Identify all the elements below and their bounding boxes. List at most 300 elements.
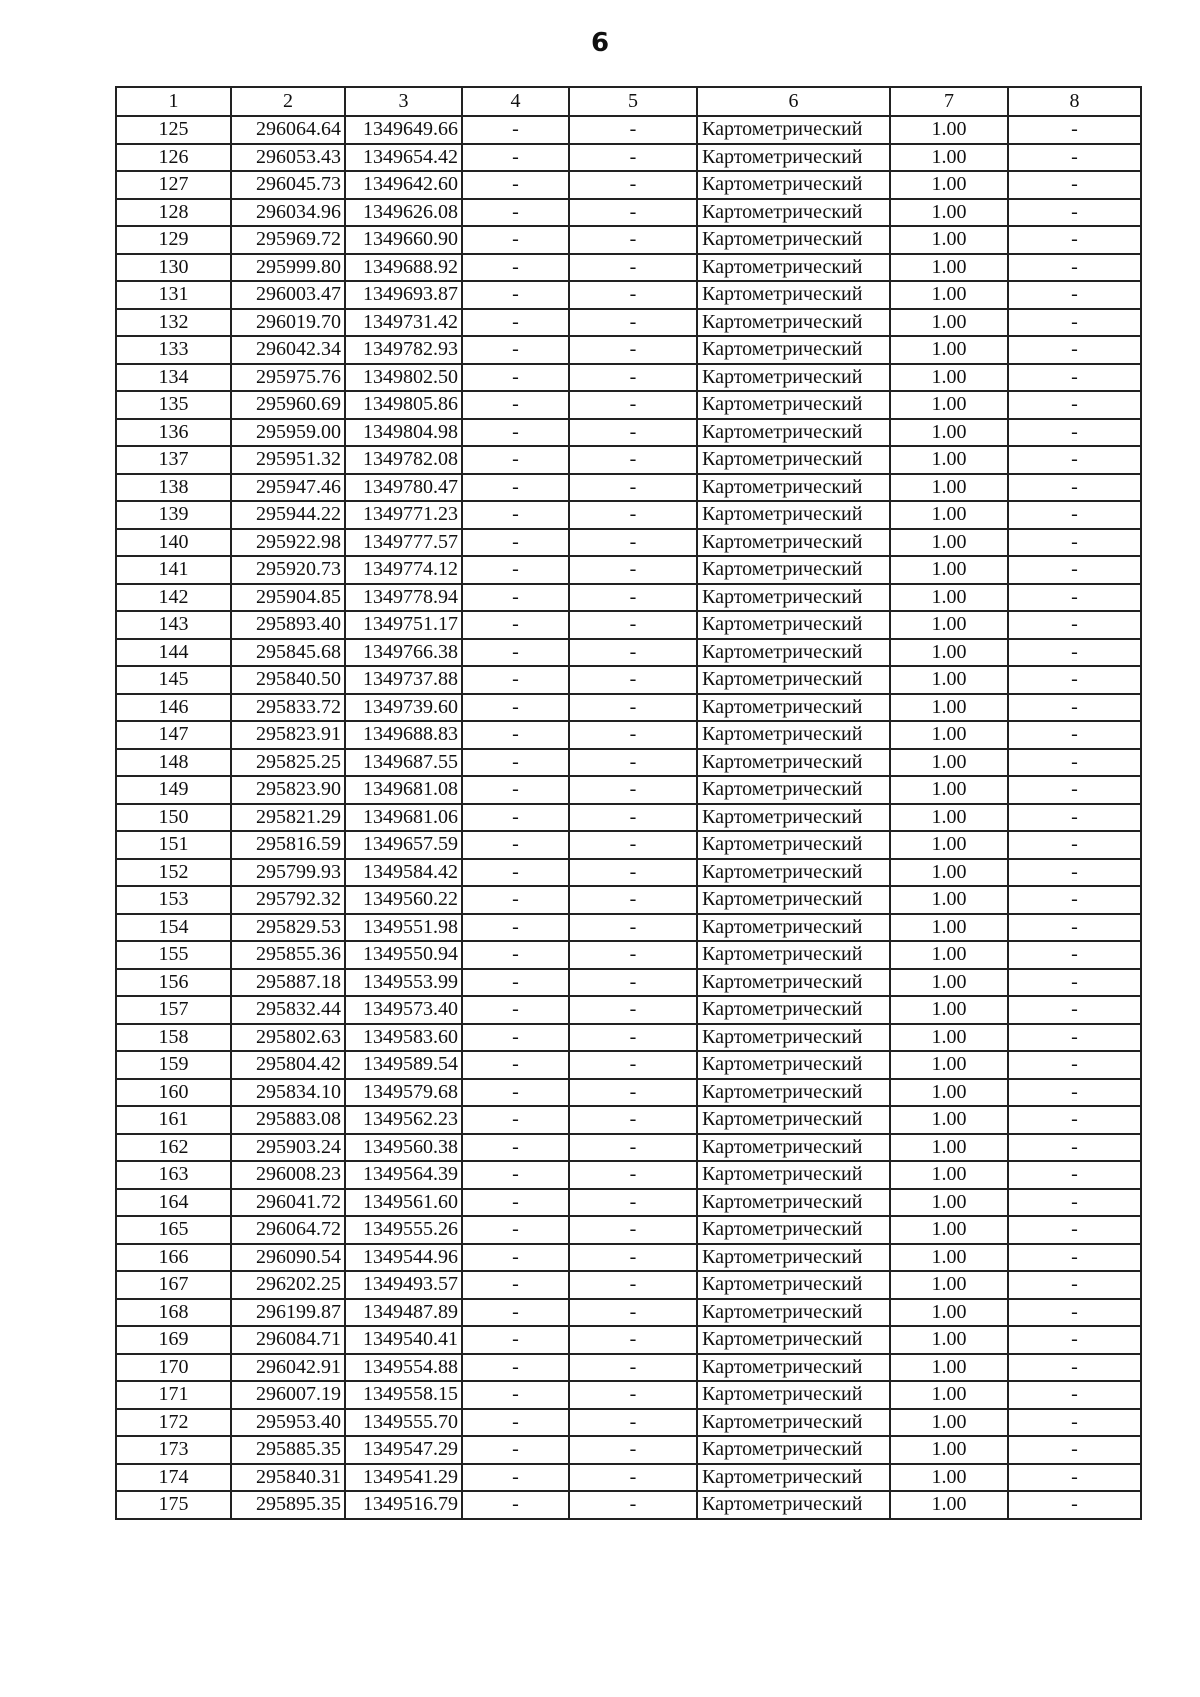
table-row [116, 611, 1141, 639]
cell-method: Картометрический [697, 116, 890, 144]
cell-col-4: - [462, 171, 569, 199]
cell-col-5: - [569, 1409, 697, 1437]
cell-accuracy: 1.00 [890, 666, 1008, 694]
cell-coord-y: 1349774.12 [345, 556, 462, 584]
cell-accuracy: 1.00 [890, 226, 1008, 254]
cell-col-5: - [569, 804, 697, 832]
cell-coord-y: 1349560.38 [345, 1134, 462, 1162]
cell-coord-y: 1349551.98 [345, 914, 462, 942]
cell-coord-y: 1349553.99 [345, 969, 462, 997]
cell-coord-x: 295833.72 [231, 694, 345, 722]
cell-accuracy: 1.00 [890, 611, 1008, 639]
cell-accuracy: 1.00 [890, 336, 1008, 364]
table-row [116, 364, 1141, 392]
cell-coord-x: 296034.96 [231, 199, 345, 227]
cell-accuracy: 1.00 [890, 1244, 1008, 1272]
cell-col-5: - [569, 996, 697, 1024]
cell-accuracy: 1.00 [890, 1161, 1008, 1189]
cell-col-8: - [1008, 281, 1141, 309]
table-row [116, 1271, 1141, 1299]
cell-col-5: - [569, 721, 697, 749]
cell-col-5: - [569, 419, 697, 447]
cell-col-5: - [569, 364, 697, 392]
cell-coord-x: 295845.68 [231, 639, 345, 667]
cell-method: Картометрический [697, 309, 890, 337]
table-row [116, 886, 1141, 914]
cell-point-number: 144 [116, 639, 231, 667]
table-row [116, 584, 1141, 612]
cell-col-8: - [1008, 776, 1141, 804]
cell-col-5: - [569, 199, 697, 227]
cell-point-number: 163 [116, 1161, 231, 1189]
cell-col-4: - [462, 694, 569, 722]
cell-point-number: 155 [116, 941, 231, 969]
cell-col-5: - [569, 116, 697, 144]
cell-col-5: - [569, 859, 697, 887]
cell-method: Картометрический [697, 1051, 890, 1079]
cell-col-8: - [1008, 721, 1141, 749]
cell-col-8: - [1008, 254, 1141, 282]
cell-col-4: - [462, 116, 569, 144]
cell-coord-x: 295832.44 [231, 996, 345, 1024]
cell-col-5: - [569, 1161, 697, 1189]
cell-col-4: - [462, 1244, 569, 1272]
cell-col-5: - [569, 1464, 697, 1492]
cell-point-number: 158 [116, 1024, 231, 1052]
cell-coord-y: 1349541.29 [345, 1464, 462, 1492]
cell-col-8: - [1008, 694, 1141, 722]
cell-col-5: - [569, 1244, 697, 1272]
cell-col-8: - [1008, 1381, 1141, 1409]
cell-col-8: - [1008, 1216, 1141, 1244]
cell-point-number: 160 [116, 1079, 231, 1107]
cell-coord-x: 295816.59 [231, 831, 345, 859]
cell-method: Картометрический [697, 1244, 890, 1272]
cell-coord-x: 295834.10 [231, 1079, 345, 1107]
cell-col-5: - [569, 171, 697, 199]
cell-coord-y: 1349782.08 [345, 446, 462, 474]
cell-coord-y: 1349493.57 [345, 1271, 462, 1299]
cell-col-8: - [1008, 639, 1141, 667]
cell-coord-y: 1349780.47 [345, 474, 462, 502]
cell-col-5: - [569, 584, 697, 612]
cell-coord-x: 296084.71 [231, 1326, 345, 1354]
cell-col-4: - [462, 859, 569, 887]
cell-col-5: - [569, 144, 697, 172]
cell-coord-y: 1349544.96 [345, 1244, 462, 1272]
cell-col-8: - [1008, 666, 1141, 694]
cell-col-5: - [569, 1354, 697, 1382]
cell-accuracy: 1.00 [890, 1464, 1008, 1492]
cell-coord-x: 295904.85 [231, 584, 345, 612]
cell-method: Картометрический [697, 1271, 890, 1299]
cell-point-number: 145 [116, 666, 231, 694]
cell-coord-x: 295959.00 [231, 419, 345, 447]
cell-coord-x: 295920.73 [231, 556, 345, 584]
cell-point-number: 165 [116, 1216, 231, 1244]
cell-col-8: - [1008, 804, 1141, 832]
cell-accuracy: 1.00 [890, 804, 1008, 832]
cell-accuracy: 1.00 [890, 116, 1008, 144]
cell-method: Картометрический [697, 1189, 890, 1217]
cell-coord-x: 296007.19 [231, 1381, 345, 1409]
table-row [116, 116, 1141, 144]
cell-point-number: 154 [116, 914, 231, 942]
cell-point-number: 146 [116, 694, 231, 722]
cell-coord-y: 1349766.38 [345, 639, 462, 667]
cell-col-8: - [1008, 1134, 1141, 1162]
cell-coord-y: 1349540.41 [345, 1326, 462, 1354]
cell-col-5: - [569, 694, 697, 722]
cell-col-4: - [462, 749, 569, 777]
cell-coord-y: 1349642.60 [345, 171, 462, 199]
cell-accuracy: 1.00 [890, 639, 1008, 667]
cell-point-number: 161 [116, 1106, 231, 1134]
table-row [116, 831, 1141, 859]
table-row [116, 804, 1141, 832]
cell-coord-y: 1349657.59 [345, 831, 462, 859]
cell-coord-x: 295802.63 [231, 1024, 345, 1052]
cell-accuracy: 1.00 [890, 1354, 1008, 1382]
cell-point-number: 168 [116, 1299, 231, 1327]
cell-method: Картометрический [697, 281, 890, 309]
cell-col-8: - [1008, 1491, 1141, 1519]
cell-point-number: 135 [116, 391, 231, 419]
table-row [116, 969, 1141, 997]
table-row [116, 1381, 1141, 1409]
cell-method: Картометрический [697, 859, 890, 887]
table-row [116, 501, 1141, 529]
cell-coord-x: 295883.08 [231, 1106, 345, 1134]
table-row [116, 1079, 1141, 1107]
cell-col-4: - [462, 611, 569, 639]
table-row [116, 1051, 1141, 1079]
cell-col-8: - [1008, 474, 1141, 502]
cell-col-8: - [1008, 584, 1141, 612]
cell-col-5: - [569, 501, 697, 529]
cell-accuracy: 1.00 [890, 391, 1008, 419]
cell-coord-x: 296064.64 [231, 116, 345, 144]
cell-coord-x: 295893.40 [231, 611, 345, 639]
cell-point-number: 149 [116, 776, 231, 804]
cell-coord-x: 296202.25 [231, 1271, 345, 1299]
cell-coord-y: 1349564.39 [345, 1161, 462, 1189]
cell-col-5: - [569, 776, 697, 804]
table-row [116, 1354, 1141, 1382]
cell-coord-y: 1349516.79 [345, 1491, 462, 1519]
cell-method: Картометрический [697, 611, 890, 639]
cell-col-8: - [1008, 1299, 1141, 1327]
cell-method: Картометрический [697, 831, 890, 859]
cell-col-4: - [462, 969, 569, 997]
cell-coord-x: 295799.93 [231, 859, 345, 887]
cell-accuracy: 1.00 [890, 171, 1008, 199]
cell-coord-x: 296003.47 [231, 281, 345, 309]
cell-col-4: - [462, 391, 569, 419]
cell-col-8: - [1008, 1271, 1141, 1299]
cell-accuracy: 1.00 [890, 1134, 1008, 1162]
cell-accuracy: 1.00 [890, 914, 1008, 942]
cell-col-5: - [569, 611, 697, 639]
cell-point-number: 172 [116, 1409, 231, 1437]
cell-col-8: - [1008, 1106, 1141, 1134]
cell-coord-x: 296042.91 [231, 1354, 345, 1382]
cell-col-5: - [569, 1381, 697, 1409]
cell-coord-x: 295823.90 [231, 776, 345, 804]
cell-accuracy: 1.00 [890, 309, 1008, 337]
cell-method: Картометрический [697, 1079, 890, 1107]
cell-coord-y: 1349555.70 [345, 1409, 462, 1437]
cell-accuracy: 1.00 [890, 831, 1008, 859]
table-row [116, 1409, 1141, 1437]
cell-col-5: - [569, 529, 697, 557]
cell-point-number: 174 [116, 1464, 231, 1492]
table-row [116, 171, 1141, 199]
cell-col-5: - [569, 391, 697, 419]
cell-method: Картометрический [697, 364, 890, 392]
cell-col-4: - [462, 721, 569, 749]
cell-coord-y: 1349805.86 [345, 391, 462, 419]
cell-method: Картометрический [697, 501, 890, 529]
column-header-3: 3 [345, 87, 462, 116]
cell-col-5: - [569, 1134, 697, 1162]
cell-method: Картометрический [697, 446, 890, 474]
cell-col-5: - [569, 1299, 697, 1327]
cell-accuracy: 1.00 [890, 1051, 1008, 1079]
cell-col-8: - [1008, 1024, 1141, 1052]
cell-col-5: - [569, 1436, 697, 1464]
column-header-2: 2 [231, 87, 345, 116]
cell-coord-x: 296053.43 [231, 144, 345, 172]
cell-accuracy: 1.00 [890, 886, 1008, 914]
cell-method: Картометрический [697, 1299, 890, 1327]
cell-coord-x: 295903.24 [231, 1134, 345, 1162]
cell-col-4: - [462, 281, 569, 309]
cell-col-4: - [462, 419, 569, 447]
cell-accuracy: 1.00 [890, 501, 1008, 529]
cell-col-4: - [462, 1464, 569, 1492]
cell-col-8: - [1008, 996, 1141, 1024]
cell-coord-y: 1349777.57 [345, 529, 462, 557]
cell-col-5: - [569, 226, 697, 254]
cell-col-4: - [462, 941, 569, 969]
cell-col-4: - [462, 886, 569, 914]
cell-col-5: - [569, 1079, 697, 1107]
cell-coord-y: 1349547.29 [345, 1436, 462, 1464]
cell-point-number: 134 [116, 364, 231, 392]
table-row [116, 529, 1141, 557]
table-row [116, 776, 1141, 804]
cell-accuracy: 1.00 [890, 721, 1008, 749]
cell-coord-y: 1349660.90 [345, 226, 462, 254]
cell-accuracy: 1.00 [890, 556, 1008, 584]
cell-method: Картометрический [697, 1409, 890, 1437]
cell-coord-x: 296090.54 [231, 1244, 345, 1272]
cell-col-4: - [462, 666, 569, 694]
cell-col-5: - [569, 831, 697, 859]
cell-col-4: - [462, 226, 569, 254]
cell-coord-y: 1349693.87 [345, 281, 462, 309]
cell-col-5: - [569, 1491, 697, 1519]
table-row [116, 336, 1141, 364]
column-header-1: 1 [116, 87, 231, 116]
cell-coord-x: 295895.35 [231, 1491, 345, 1519]
cell-method: Картометрический [697, 886, 890, 914]
cell-coord-y: 1349681.08 [345, 776, 462, 804]
cell-coord-x: 296045.73 [231, 171, 345, 199]
cell-method: Картометрический [697, 474, 890, 502]
cell-col-5: - [569, 336, 697, 364]
table-body [116, 116, 1141, 1519]
cell-accuracy: 1.00 [890, 1299, 1008, 1327]
cell-coord-y: 1349560.22 [345, 886, 462, 914]
table-row [116, 1106, 1141, 1134]
cell-coord-y: 1349649.66 [345, 116, 462, 144]
cell-col-4: - [462, 501, 569, 529]
cell-col-4: - [462, 364, 569, 392]
cell-point-number: 169 [116, 1326, 231, 1354]
cell-col-5: - [569, 556, 697, 584]
cell-coord-y: 1349688.92 [345, 254, 462, 282]
cell-coord-x: 295960.69 [231, 391, 345, 419]
cell-coord-y: 1349751.17 [345, 611, 462, 639]
cell-coord-x: 295999.80 [231, 254, 345, 282]
cell-coord-y: 1349583.60 [345, 1024, 462, 1052]
cell-col-8: - [1008, 419, 1141, 447]
cell-col-5: - [569, 666, 697, 694]
cell-col-8: - [1008, 391, 1141, 419]
cell-col-5: - [569, 969, 697, 997]
cell-accuracy: 1.00 [890, 529, 1008, 557]
column-header-5: 5 [569, 87, 697, 116]
cell-col-4: - [462, 1189, 569, 1217]
cell-point-number: 171 [116, 1381, 231, 1409]
cell-col-5: - [569, 941, 697, 969]
cell-coord-y: 1349731.42 [345, 309, 462, 337]
cell-method: Картометрический [697, 914, 890, 942]
cell-coord-y: 1349782.93 [345, 336, 462, 364]
cell-coord-x: 296042.34 [231, 336, 345, 364]
cell-col-4: - [462, 474, 569, 502]
cell-coord-y: 1349589.54 [345, 1051, 462, 1079]
cell-coord-x: 295885.35 [231, 1436, 345, 1464]
cell-method: Картометрический [697, 1024, 890, 1052]
cell-point-number: 126 [116, 144, 231, 172]
cell-point-number: 159 [116, 1051, 231, 1079]
cell-col-4: - [462, 254, 569, 282]
cell-point-number: 166 [116, 1244, 231, 1272]
cell-col-8: - [1008, 556, 1141, 584]
cell-coord-y: 1349654.42 [345, 144, 462, 172]
cell-method: Картометрический [697, 969, 890, 997]
cell-accuracy: 1.00 [890, 694, 1008, 722]
cell-col-4: - [462, 1024, 569, 1052]
cell-col-8: - [1008, 969, 1141, 997]
cell-coord-y: 1349771.23 [345, 501, 462, 529]
cell-method: Картометрический [697, 749, 890, 777]
table-row [116, 1464, 1141, 1492]
cell-col-5: - [569, 749, 697, 777]
cell-coord-y: 1349561.60 [345, 1189, 462, 1217]
cell-method: Картометрический [697, 1464, 890, 1492]
table-row [116, 1024, 1141, 1052]
column-header-8: 8 [1008, 87, 1141, 116]
cell-point-number: 130 [116, 254, 231, 282]
cell-method: Картометрический [697, 776, 890, 804]
cell-col-4: - [462, 831, 569, 859]
cell-method: Картометрический [697, 1381, 890, 1409]
cell-col-4: - [462, 556, 569, 584]
cell-point-number: 170 [116, 1354, 231, 1382]
cell-col-8: - [1008, 1051, 1141, 1079]
cell-method: Картометрический [697, 391, 890, 419]
cell-coord-x: 295792.32 [231, 886, 345, 914]
page-number: 6 [590, 28, 610, 58]
cell-col-5: - [569, 886, 697, 914]
cell-coord-y: 1349737.88 [345, 666, 462, 694]
cell-col-5: - [569, 281, 697, 309]
cell-col-4: - [462, 309, 569, 337]
cell-col-8: - [1008, 309, 1141, 337]
cell-col-8: - [1008, 446, 1141, 474]
cell-method: Картометрический [697, 1106, 890, 1134]
cell-col-8: - [1008, 831, 1141, 859]
cell-col-8: - [1008, 1354, 1141, 1382]
cell-col-5: - [569, 446, 697, 474]
table-row [116, 666, 1141, 694]
cell-coord-x: 296008.23 [231, 1161, 345, 1189]
cell-method: Картометрический [697, 941, 890, 969]
cell-coord-x: 295825.25 [231, 749, 345, 777]
cell-point-number: 136 [116, 419, 231, 447]
cell-col-4: - [462, 199, 569, 227]
cell-accuracy: 1.00 [890, 1381, 1008, 1409]
cell-col-8: - [1008, 199, 1141, 227]
cell-col-5: - [569, 914, 697, 942]
cell-coord-y: 1349555.26 [345, 1216, 462, 1244]
cell-point-number: 128 [116, 199, 231, 227]
cell-coord-y: 1349584.42 [345, 859, 462, 887]
cell-col-8: - [1008, 611, 1141, 639]
cell-point-number: 127 [116, 171, 231, 199]
cell-col-4: - [462, 1271, 569, 1299]
cell-accuracy: 1.00 [890, 1491, 1008, 1519]
table-row [116, 1161, 1141, 1189]
cell-coord-y: 1349804.98 [345, 419, 462, 447]
table-row [116, 941, 1141, 969]
table-row [116, 474, 1141, 502]
cell-col-4: - [462, 776, 569, 804]
cell-col-8: - [1008, 171, 1141, 199]
cell-col-8: - [1008, 1079, 1141, 1107]
cell-accuracy: 1.00 [890, 1409, 1008, 1437]
cell-col-4: - [462, 336, 569, 364]
table-row [116, 1491, 1141, 1519]
cell-col-8: - [1008, 116, 1141, 144]
cell-col-5: - [569, 1216, 697, 1244]
cell-point-number: 129 [116, 226, 231, 254]
cell-method: Картометрический [697, 1436, 890, 1464]
cell-col-4: - [462, 1436, 569, 1464]
table-row [116, 1244, 1141, 1272]
cell-point-number: 138 [116, 474, 231, 502]
cell-col-8: - [1008, 914, 1141, 942]
table-row [116, 419, 1141, 447]
cell-coord-y: 1349688.83 [345, 721, 462, 749]
cell-accuracy: 1.00 [890, 199, 1008, 227]
cell-coord-y: 1349681.06 [345, 804, 462, 832]
cell-coord-x: 295947.46 [231, 474, 345, 502]
